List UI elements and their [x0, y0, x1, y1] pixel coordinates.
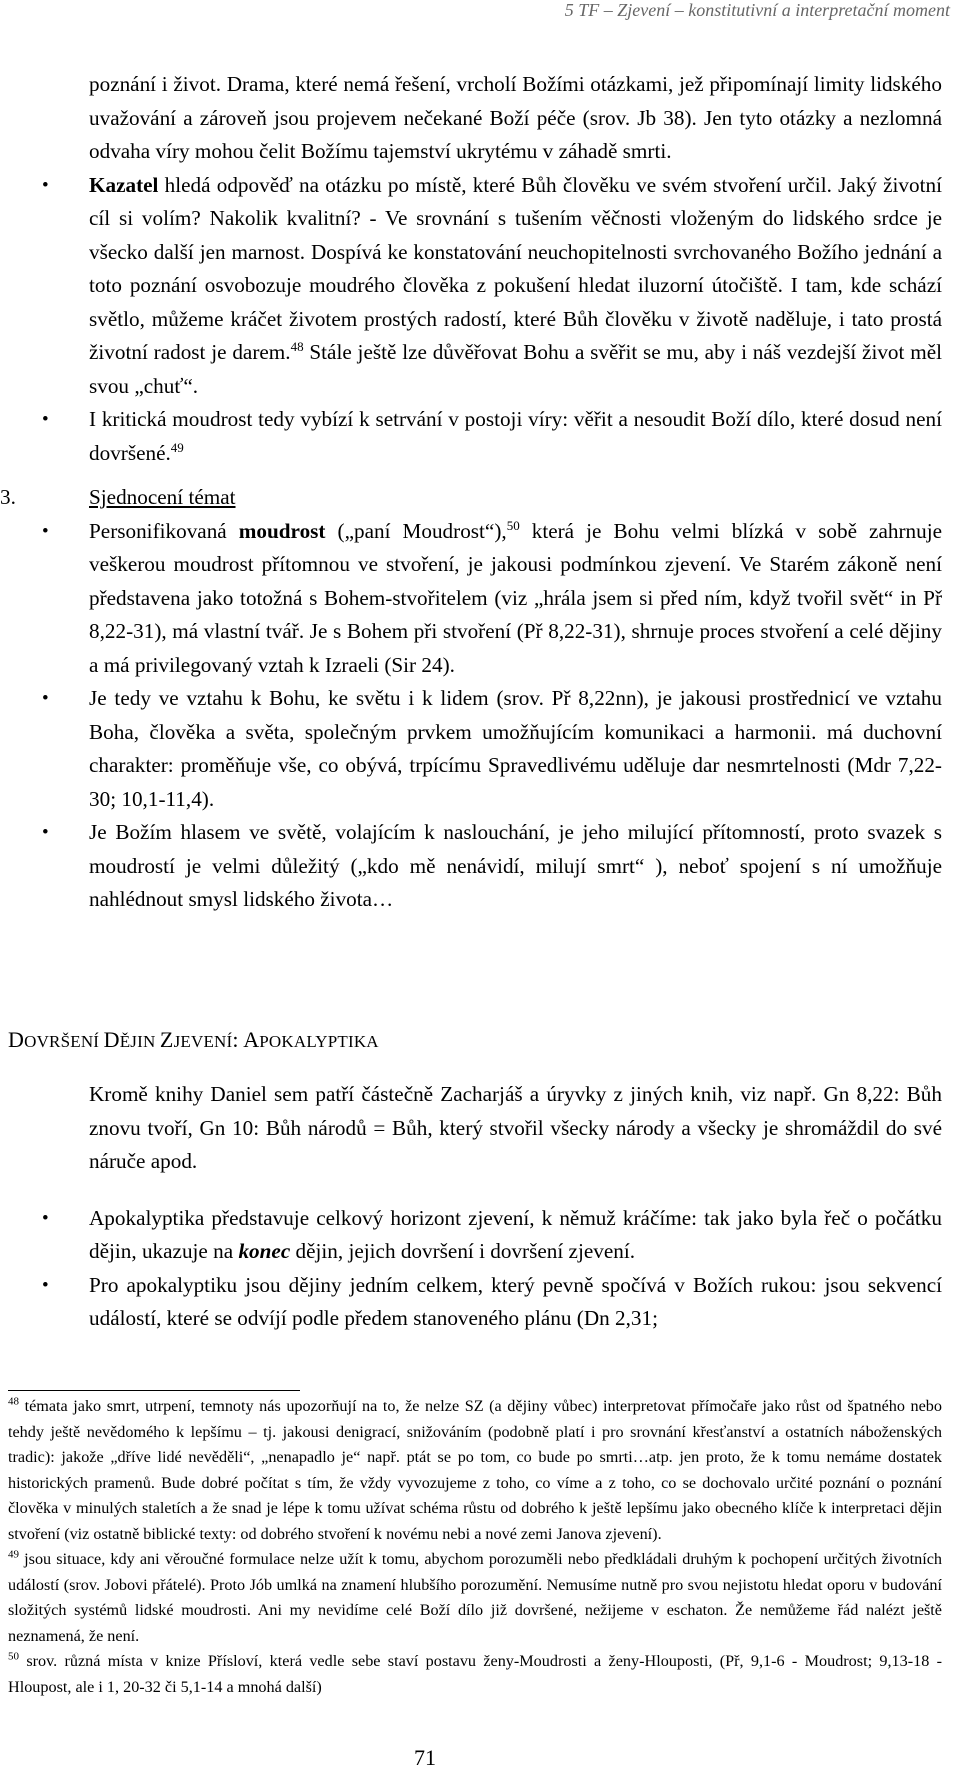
bullet-kazatel: [40, 169, 942, 404]
heading-colon: :: [232, 1027, 244, 1052]
section-heading: [0, 481, 942, 515]
bold-term: Kazatel: [89, 172, 159, 197]
heading-cap: D: [103, 1027, 120, 1052]
bullet-text-2: Stále ještě lze důvěřovat Bohu a svěřit se mu, aby i náš vezdejší život měl svou „chuť“.: [89, 340, 942, 398]
section-number: 3.: [0, 485, 16, 509]
main-text: [0, 68, 942, 917]
footnote-number: 48: [8, 1395, 19, 1408]
bullet-text-2: dějin, jejich dovršení i dovršení zjevení.: [290, 1239, 636, 1263]
running-header: 5 TF – Zjevení – konstitutivní a interpretační moment: [564, 0, 950, 20]
heading-small: JEVENÍ: [173, 1032, 233, 1051]
bullet-horizont: [40, 1202, 942, 1269]
bullet-text: Apokalyptika představuje celkový horizont zjevení, k němuž kráčíme: tak jako byla řeč o počátku dějin, ukazuje na: [89, 1205, 942, 1263]
footnote-49: [8, 1547, 942, 1649]
heading-cap: A: [243, 1027, 260, 1052]
heading-small: OVRŠENÍ: [24, 1032, 104, 1051]
bullet-text-mid: („paní Moudrost“),: [325, 518, 507, 543]
chapter-heading: [8, 1027, 379, 1053]
footnote-ref-50[interactable]: 50: [506, 517, 520, 533]
footnote-text: témata jako smrt, utrpení, temnoty nás upozorňují na to, že nelze SZ (a dějiny vůbec) interpretovat přímočaře jako růst od špatného nebo tehdy ještě nevědomého k lepšímu – tj. jakousi denigrací, snižováním (podobně platí i pro srovnání křesťanství a ostatních náboženských tradic): jakože „dříve lidé nevěděli“, „nenapadlo je“ např. ptát se po tom, co bude po smrti…atp. jen proto, že k tomu nemáme dostatek historických pramenů. Bude dobré počítat s tím, že vždy vyvozujeme z toho, co víme a z toho, co se dochovalo určité poznání o poznání člověka v minulých staletích a že snad je lépe k tomu užívat schéma růstu od dobrého k ještě lepšímu jako obecného klíče k interpretaci dějin stvoření (viz ostatně biblické texty: od dobrého stvoření k novému nebi a nové zemi Janova zjevení).: [8, 1397, 942, 1543]
heading-cap: D: [8, 1027, 25, 1052]
bullet-hlas: • Je Božím hlasem ve světě, volajícím k naslouchání, je jeho milující přítomností, proto svazek s moudrostí je velmi důležitý („kdo mě nenávidí, milují smrt“ ), neboť spojení s ní umožňuje nahlédnout smysl lidského života…: [40, 816, 942, 917]
bullet-vztah: • Je tedy ve vztahu k Bohu, ke světu i k lidem (srov. Př 8,22nn), je jakousi prostřednicí ve vztahu Boha, člověka a světa, společným prvkem umožňujícím komunikaci a harmonii. má duchovní charakter: proměňuje vše, co obývá, trpícímu Spravedlivému uděluje dar nesmrtelnosti (Mdr 7,22-30; 10,1-11,4).: [40, 682, 942, 816]
bullet-text: hledá odpověď na otázku po místě, které Bůh člověku ve svém stvoření určil. Jaký životní cíl si volím? Nakolik kvalitní? - Ve srovnání s tušením věčnosti vloženým do lidského srdce je všecko další jen marnost. Dospívá ke konstatování neuchopitelnosti svrchovaného Božího jednání a toto poznání osvobozuje moudrého člověka z pokušení hledat iluzorní útočiště. I tam, kde schází světlo, můžeme kráčet životem prostých radostí, které Bůh člověku v životě naděluje, i tato prostá životní radost je darem.: [89, 172, 942, 364]
bullet-text-2: která je Bohu velmi blízká v sobě zahrnuje veškerou moudrost přítomnou ve stvoření, je jakousi podmínkou zjevení. Ve Starém zákoně není představena jako totožná s Bohem-stvořitelem (viz „hrála jsem si před ním, když tvořil svět“ in Př 8,22-31), má vlastní tvář. Je s Bohem při stvoření (Př 8,22-31), shrnuje proces stvoření a celé dějiny a má privilegovaný vztah k Izraeli (Sir 24).: [89, 518, 942, 677]
footnote-ref-49[interactable]: 49: [170, 439, 184, 455]
footnote-number: 50: [8, 1650, 19, 1663]
heading-small: ĚJIN: [119, 1032, 160, 1051]
footnote-ref-48[interactable]: 48: [290, 338, 304, 354]
footnote-text: jsou situace, kdy ani věroučné formulace nelze užít k tomu, abychom porozuměli nebo předkládali druhým k pochopení určitých životních událostí (srov. Jobovi přátelé). Proto Jób umlká na znamení hlubšího porozumění. Nemusíme nutně pro svou nejistotu hledat oporu v budování složitých systémů lidské moudrosti. Ani my nevidíme celé Boží dílo již dovršené, nežijeme v eschaton. Že nemůžeme řád nalézt ještě neznamená, že není.: [8, 1550, 942, 1645]
bullet-moudrost: [40, 515, 942, 683]
bullet-text: I kritická moudrost tedy vybízí k setrvání v postoji víry: věřit a nesoudit Boží dílo, které dosud není dovršené.: [89, 407, 942, 465]
bold-term: moudrost: [238, 518, 326, 543]
footnote-50: [8, 1649, 942, 1700]
heading-small: POKALYPTIKA: [259, 1032, 379, 1051]
intro-paragraph: Kromě knihy Daniel sem patří částečně Zacharjáš a úryvky z jiných knih, viz např. Gn 8,22: Bůh znovu tvoří, Gn 10: Bůh národů = Bůh, který stvořil všecky národy a všecky je shromáždil do své náruče apod.: [89, 1082, 942, 1173]
heading-cap: Z: [159, 1027, 174, 1052]
bullet-text: Personifikovaná: [89, 518, 239, 543]
apokalyptika-text: [89, 1078, 942, 1336]
section-title: Sjednocení témat: [89, 485, 236, 509]
emphasis-konec: konec: [238, 1239, 291, 1263]
footnote-separator: [8, 1390, 300, 1391]
paragraph-continuation: poznání i život. Drama, které nemá řešení, vrcholí Božími otázkami, jež připomínají limity lidského uvažování a zároveň jsou projevem nečekané Boží péče (srov. Jb 38). Jen tyto otázky a nezlomná odvaha víry mohou čelit Božímu tajemství ukrytému v záhadě smrti.: [89, 72, 942, 163]
bullet-dejiny: • Pro apokalyptiku jsou dějiny jedním celkem, který pevně spočívá v Božích rukou: jsou sekvencí událostí, které se odvíjí podle předem stanoveného plánu (Dn 2,31;: [40, 1269, 942, 1336]
page-number: 71: [414, 1745, 436, 1770]
footnote-48: [8, 1394, 942, 1547]
footnotes: [8, 1394, 942, 1700]
footnote-text: srov. různá místa v knize Přísloví, která vedle sebe staví postavu ženy-Moudrosti a ženy-Hlouposti, (Př, 9,1-6 - Moudrost; 9,13-18 - Hloupost, ale i 1, 20-32 či 5,1-14 a mnohá další): [8, 1652, 942, 1696]
footnote-number: 49: [8, 1548, 19, 1561]
bullet-kriticka-moudrost: [40, 403, 942, 470]
